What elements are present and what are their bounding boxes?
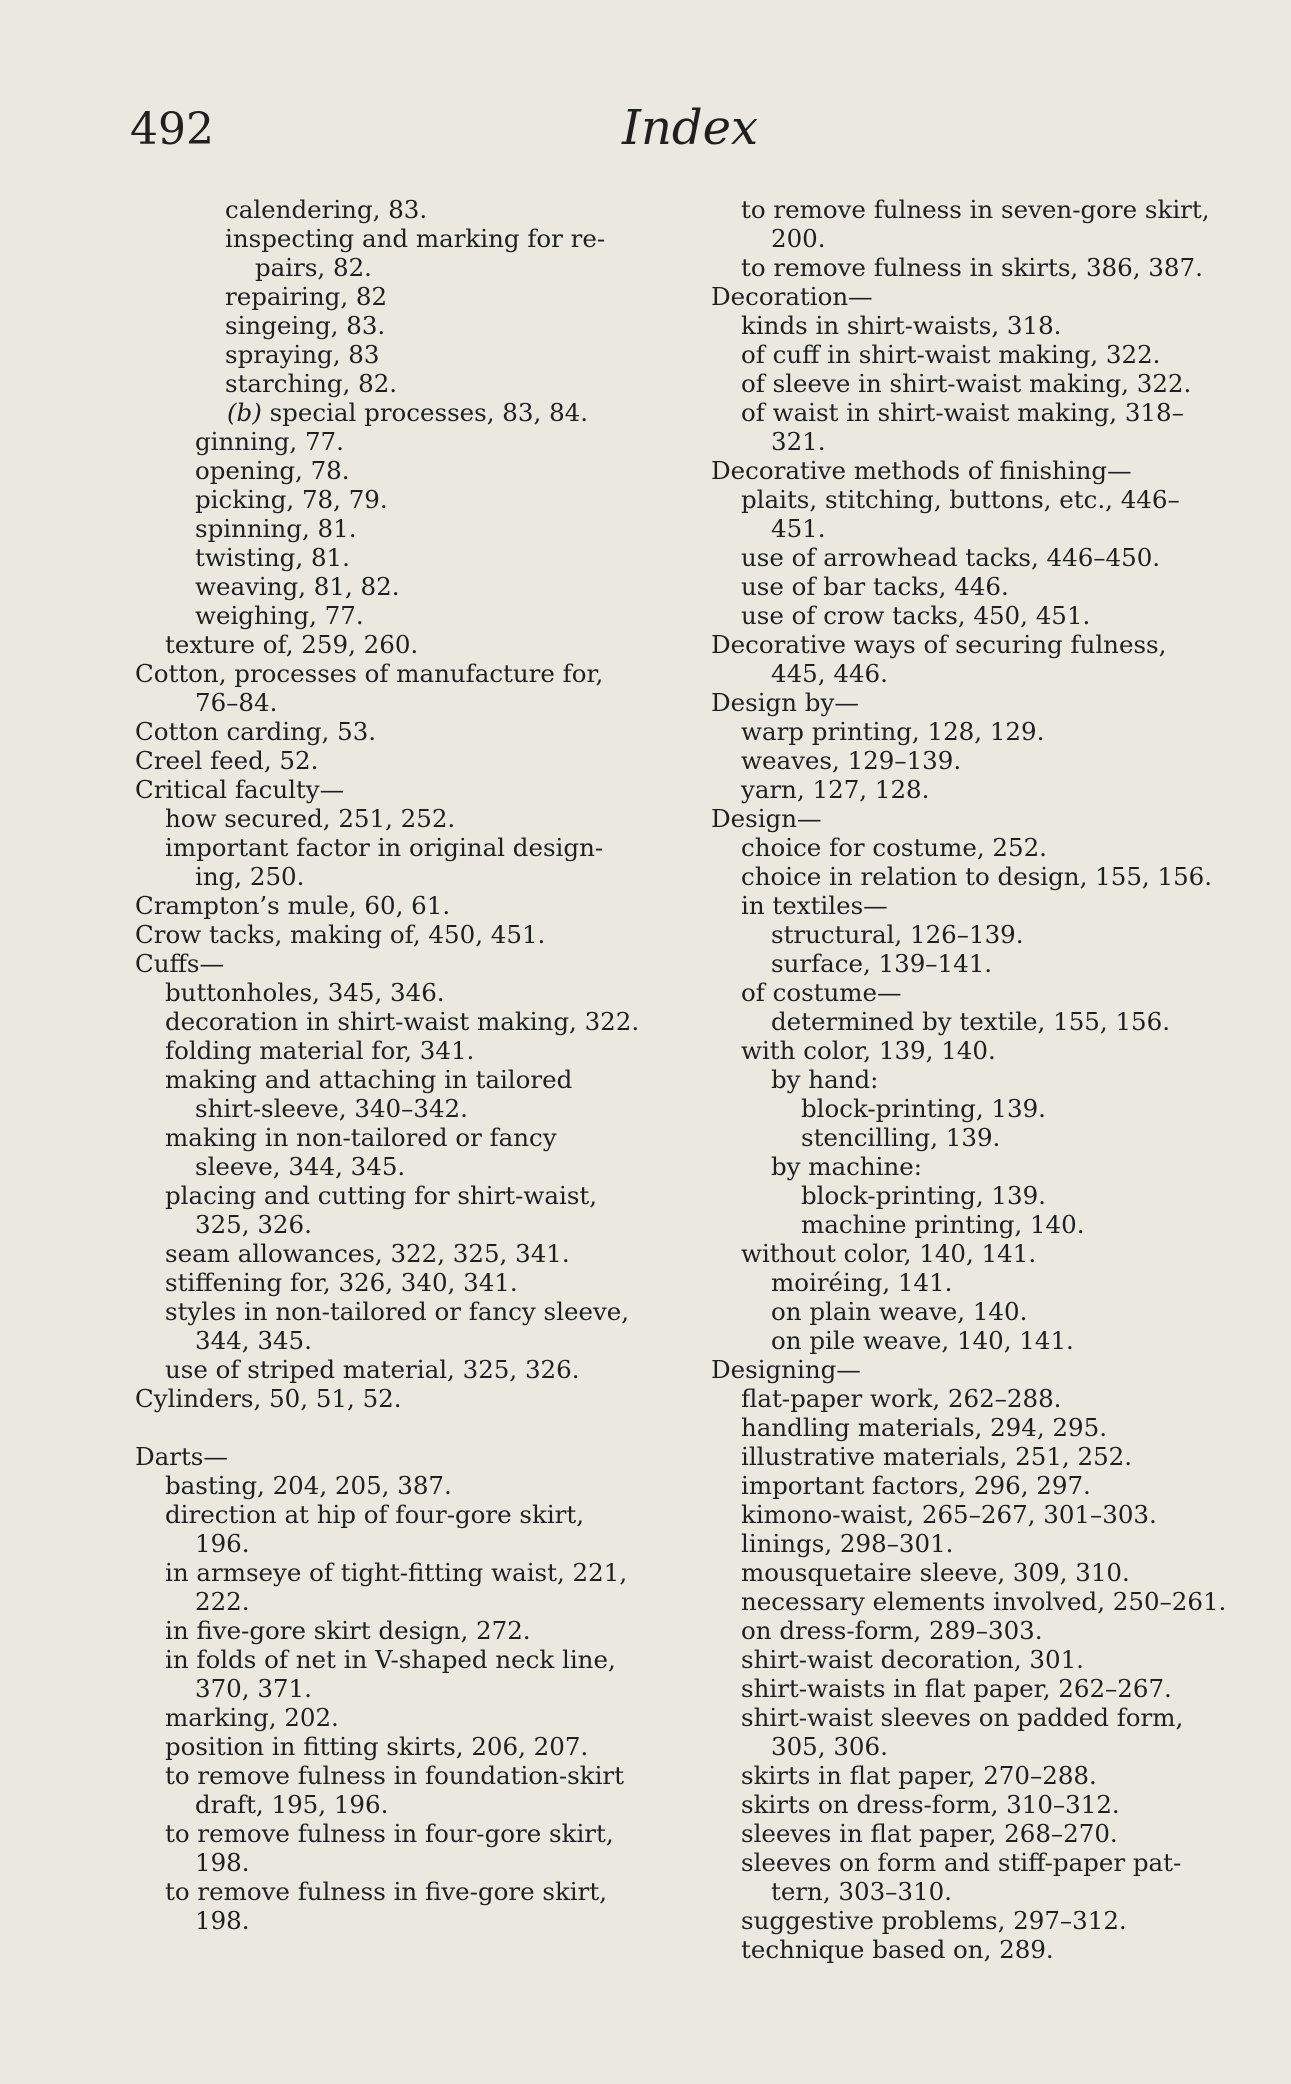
index-entry: to remove fulness in four-gore skirt, — [165, 1819, 614, 1848]
index-entry: twisting, 81. — [195, 543, 350, 572]
index-entry: warp printing, 128, 129. — [741, 717, 1045, 746]
index-entry: inspecting and marking for re- — [225, 224, 606, 253]
index-entry: of sleeve in shirt-waist making, 322. — [741, 369, 1192, 398]
index-entry: 200. — [771, 224, 826, 253]
index-entry: making and attaching in tailored — [165, 1065, 573, 1094]
index-entry: 305, 306. — [771, 1732, 888, 1761]
index-entry-label: (b) — [227, 398, 262, 427]
index-entry: shirt-waist decoration, 301. — [741, 1645, 1084, 1674]
index-entry: making in non-tailored or fancy — [165, 1123, 557, 1152]
index-entry: skirts on dress-form, 310–312. — [741, 1790, 1120, 1819]
index-entry: Decorative methods of finishing— — [711, 456, 1132, 485]
page-title: Index — [622, 100, 759, 156]
index-entry: of waist in shirt-waist making, 318– — [741, 398, 1184, 427]
index-entry: placing and cutting for shirt-waist, — [165, 1181, 598, 1210]
index-column-right — [711, 195, 1256, 1964]
index-entry: use of striped material, 325, 326. — [165, 1355, 580, 1384]
index-entry: with color, 139, 140. — [741, 1036, 996, 1065]
index-entry: singeing, 83. — [225, 311, 386, 340]
index-entry: seam allowances, 322, 325, 341. — [165, 1239, 570, 1268]
index-entry: Design by— — [711, 688, 859, 717]
index-entry: ginning, 77. — [195, 427, 344, 456]
index-entry: repairing, 82 — [225, 282, 388, 311]
index-entry: sleeve, 344, 345. — [195, 1152, 406, 1181]
index-entry: by hand: — [771, 1065, 879, 1094]
index-entry: suggestive problems, 297–312. — [741, 1906, 1127, 1935]
index-entry: basting, 204, 205, 387. — [165, 1471, 452, 1500]
index-column-left — [135, 195, 680, 1935]
index-entry: folding material for, 341. — [165, 1036, 475, 1065]
index-entry: linings, 298–301. — [741, 1529, 954, 1558]
index-entry: without color, 140, 141. — [741, 1239, 1037, 1268]
index-entry: spraying, 83 — [225, 340, 380, 369]
index-entry: stencilling, 139. — [801, 1123, 1001, 1152]
index-entry: 76–84. — [195, 688, 278, 717]
index-entry: Darts— — [135, 1442, 228, 1471]
index-entry: determined by textile, 155, 156. — [771, 1007, 1171, 1036]
index-entry: 196. — [195, 1529, 250, 1558]
index-entry: Cotton, processes of manufacture for, — [135, 659, 604, 688]
index-entry: kinds in shirt-waists, 318. — [741, 311, 1062, 340]
index-entry: Designing— — [711, 1355, 861, 1384]
index-entry: sleeves in flat paper, 268–270. — [741, 1819, 1118, 1848]
index-entry: important factors, 296, 297. — [741, 1471, 1091, 1500]
index-entry: Creel feed, 52. — [135, 746, 319, 775]
index-entry: marking, 202. — [165, 1703, 339, 1732]
index-entry: important factor in original design- — [165, 833, 604, 862]
index-entry: weaves, 129–139. — [741, 746, 962, 775]
index-entry: position in fitting skirts, 206, 207. — [165, 1732, 589, 1761]
index-entry: texture of, 259, 260. — [165, 630, 419, 659]
index-entry: stiffening for, 326, 340, 341. — [165, 1268, 518, 1297]
index-entry: shirt-waists in flat paper, 262–267. — [741, 1674, 1172, 1703]
index-entry: 370, 371. — [195, 1674, 312, 1703]
index-entry: opening, 78. — [195, 456, 350, 485]
index-entry: pairs, 82. — [255, 253, 372, 282]
index-entry: ing, 250. — [195, 862, 305, 891]
index-entry: buttonholes, 345, 346. — [165, 978, 445, 1007]
index-entry: kimono-waist, 265–267, 301–303. — [741, 1500, 1157, 1529]
index-entry: starching, 82. — [225, 369, 398, 398]
index-entry: flat-paper work, 262–288. — [741, 1384, 1062, 1413]
index-entry: shirt-waist sleeves on padded form, — [741, 1703, 1184, 1732]
index-entry: of cuff in shirt-waist making, 322. — [741, 340, 1161, 369]
index-entry: spinning, 81. — [195, 514, 357, 543]
index-entry: on dress-form, 289–303. — [741, 1616, 1043, 1645]
index-entry: skirts in flat paper, 270–288. — [741, 1761, 1097, 1790]
index-entry: Decorative ways of securing fulness, — [711, 630, 1167, 659]
index-entry: 451. — [771, 514, 826, 543]
index-entry: Design— — [711, 804, 822, 833]
page-number: 492 — [130, 104, 214, 155]
index-entry: Crampton’s mule, 60, 61. — [135, 891, 451, 920]
index-entry: use of bar tacks, 446. — [741, 572, 1009, 601]
index-entry: choice for costume, 252. — [741, 833, 1047, 862]
index-entry: necessary elements involved, 250–261. — [741, 1587, 1227, 1616]
index-entry: handling materials, 294, 295. — [741, 1413, 1107, 1442]
index-entry: 321. — [771, 427, 826, 456]
index-entry: 198. — [195, 1906, 250, 1935]
index-entry: styles in non-tailored or fancy sleeve, — [165, 1297, 630, 1326]
index-entry: yarn, 127, 128. — [741, 775, 930, 804]
index-entry: to remove fulness in five-gore skirt, — [165, 1877, 607, 1906]
index-entry: 198. — [195, 1848, 250, 1877]
index-entry: in five-gore skirt design, 272. — [165, 1616, 531, 1645]
index-entry: Decoration— — [711, 282, 873, 311]
index-entry: block-printing, 139. — [801, 1181, 1046, 1210]
index-entry: shirt-sleeve, 340–342. — [195, 1094, 468, 1123]
index-entry: Crow tacks, making of, 450, 451. — [135, 920, 546, 949]
index-entry: Cylinders, 50, 51, 52. — [135, 1384, 402, 1413]
index-entry: in textiles— — [741, 891, 888, 920]
index-entry: 222. — [195, 1587, 250, 1616]
index-entry: technique based on, 289. — [741, 1935, 1054, 1964]
index-entry: Critical faculty— — [135, 775, 345, 804]
index-entry: calendering, 83. — [225, 195, 428, 224]
index-entry: draft, 195, 196. — [195, 1790, 389, 1819]
index-entry: structural, 126–139. — [771, 920, 1024, 949]
index-entry: weighing, 77. — [195, 601, 364, 630]
index-entry: machine printing, 140. — [801, 1210, 1085, 1239]
index-entry: mousquetaire sleeve, 309, 310. — [741, 1558, 1130, 1587]
index-entry: sleeves on form and stiff-paper pat- — [741, 1848, 1182, 1877]
index-entry: 325, 326. — [195, 1210, 312, 1239]
index-entry: to remove fulness in skirts, 386, 387. — [741, 253, 1203, 282]
index-entry: Cuffs— — [135, 949, 225, 978]
section-gap — [135, 1413, 680, 1442]
index-entry: use of arrowhead tacks, 446–450. — [741, 543, 1161, 572]
index-entry: to remove fulness in seven-gore skirt, — [741, 195, 1210, 224]
index-entry: to remove fulness in foundation-skirt — [165, 1761, 624, 1790]
index-entry: direction at hip of four-gore skirt, — [165, 1500, 585, 1529]
index-entry: surface, 139–141. — [771, 949, 993, 978]
index-entry: by machine: — [771, 1152, 923, 1181]
index-entry: in folds of net in V-shaped neck line, — [165, 1645, 616, 1674]
index-entry: illustrative materials, 251, 252. — [741, 1442, 1133, 1471]
index-entry: moiréing, 141. — [771, 1268, 953, 1297]
index-entry — [227, 398, 680, 427]
index-entry: weaving, 81, 82. — [195, 572, 400, 601]
index-entry: on plain weave, 140. — [771, 1297, 1028, 1326]
index-entry: on pile weave, 140, 141. — [771, 1326, 1074, 1355]
index-entry: tern, 303–310. — [771, 1877, 952, 1906]
index-entry-text: special processes, 83, 84. — [269, 398, 589, 427]
index-entry: 445, 446. — [771, 659, 888, 688]
index-entry: how secured, 251, 252. — [165, 804, 456, 833]
index-entry: 344, 345. — [195, 1326, 312, 1355]
index-entry: plaits, stitching, buttons, etc., 446– — [741, 485, 1180, 514]
index-entry: picking, 78, 79. — [195, 485, 388, 514]
index-entry: in armseye of tight-fitting waist, 221, — [165, 1558, 628, 1587]
index-entry: of costume— — [741, 978, 902, 1007]
index-entry: use of crow tacks, 450, 451. — [741, 601, 1091, 630]
index-entry: Cotton carding, 53. — [135, 717, 377, 746]
index-entry: decoration in shirt-waist making, 322. — [165, 1007, 640, 1036]
index-entry: choice in relation to design, 155, 156. — [741, 862, 1213, 891]
index-entry: block-printing, 139. — [801, 1094, 1046, 1123]
